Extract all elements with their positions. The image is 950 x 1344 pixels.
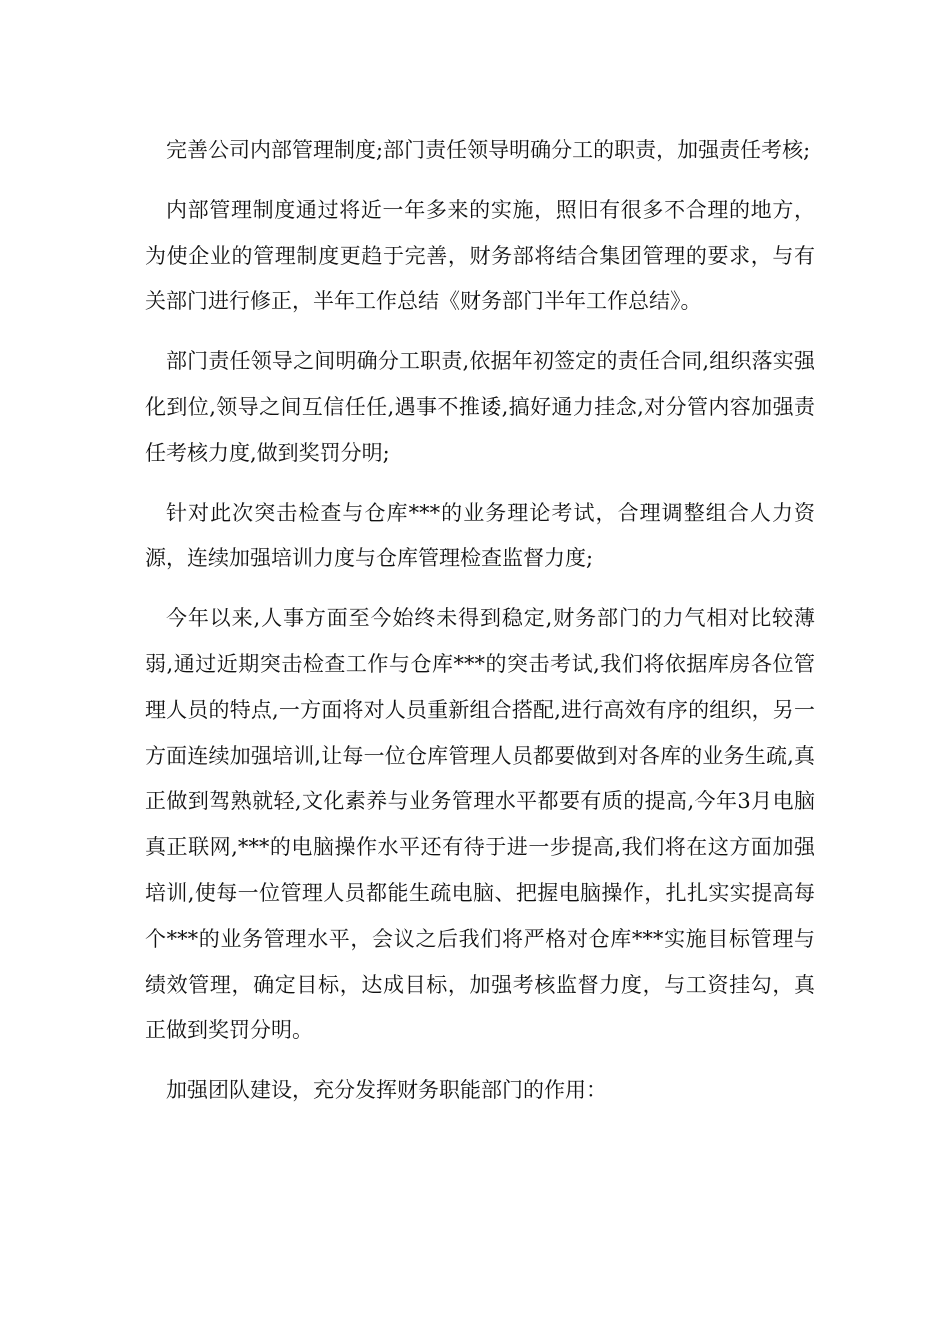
paragraph-management-system: 内部管理制度通过将近一年多来的实施，照旧有很多不合理的地方，为使企业的管理制度更趋于完善，财务部将结合集团管理的要求，与有关部门进行修正，半年工作总结《财务部门半年工作总结》。: [145, 197, 815, 314]
document-page: [145, 128, 815, 1128]
paragraph-inspection-training: 针对此次突击检查与仓库***的业务理论考试，合理调整组合人力资源，连续加强培训力度与仓库管理检查监督力度;: [145, 500, 815, 571]
paragraph-responsibility: 完善公司内部管理制度;部门责任领导明确分工的职责，加强责任考核;: [166, 138, 811, 162]
paragraph-team-building: 加强团队建设，充分发挥财务职能部门的作用：: [166, 1078, 607, 1103]
paragraph-leadership-duties: 部门责任领导之间明确分工职责,依据年初签定的责任合同,组织落实强化到位,领导之间互信任任,遇事不推诿,搞好通力挂念,对分管内容加强责任考核力度,做到奖罚分明;: [145, 349, 815, 465]
paragraph-personnel: 今年以来,人事方面至今始终未得到稳定,财务部门的力气相对比较薄弱,通过近期突击检查工作与仓库***的突击考试,我们将依据库房各位管理人员的特点,一方面将对人员重新组合搭配,进行高效有序的组织，另一方面连续加强培训,让每一位仓库管理人员都要做到对各库的业务生疏,真正做到驾熟就轻,文化素养与业务管理水平都要有质的提高,今年3月电脑真正联网,***的电脑操作水平还有待于进一步提高,我们将在这方面加强培训,使每一位管理人员都能生疏电脑、把握电脑操作，扎扎实实提高每个***的业务管理水平，会议之后我们将严格对仓库***实施目标管理与绩效管理，确定目标，达成目标，加强考核监督力度，与工资挂勾，真正做到奖罚分明。: [145, 606, 815, 1043]
